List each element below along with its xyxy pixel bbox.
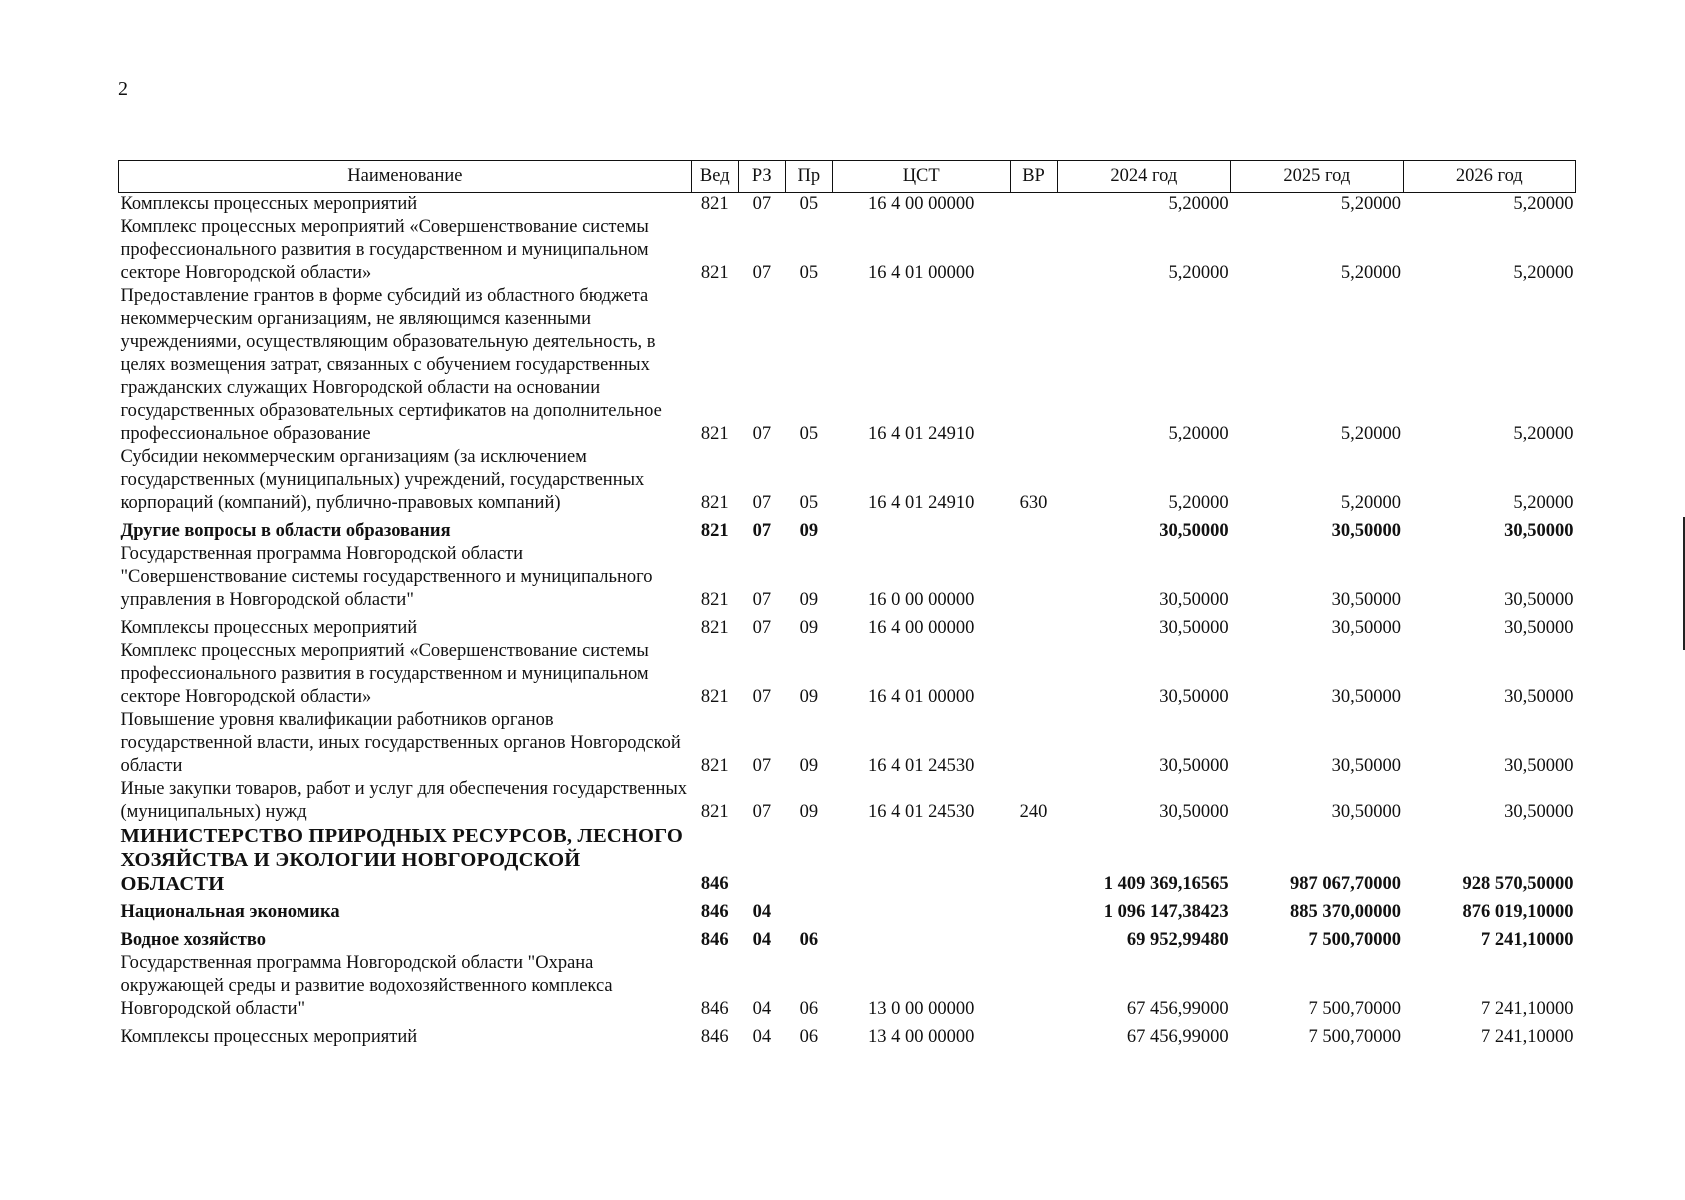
row-vr (1010, 824, 1057, 896)
row-rz: 04 (752, 930, 772, 950)
row-2026: 7 241,10000 (1481, 930, 1574, 950)
row-name: Комплекс процессных мероприятий «Совершенствование системы профессионального развития в государственном и муниципальном секторе Новгородской области» (120, 217, 649, 283)
row-2025: 987 067,70000 (1290, 874, 1402, 894)
row-rz: 07 (752, 802, 772, 822)
row-cst: 16 4 00 00000 (868, 194, 975, 214)
header-2026: 2026 год (1403, 161, 1575, 193)
row-ved: 821 (700, 590, 729, 610)
row-2025: 7 500,70000 (1308, 999, 1402, 1019)
row-pr: 09 (799, 687, 819, 707)
header-name: Наименование (119, 161, 692, 193)
row-cst: 13 0 00 00000 (868, 999, 975, 1019)
table-row (119, 778, 1576, 824)
row-pr: 05 (799, 194, 819, 214)
row-vr (1010, 515, 1057, 543)
table-row (119, 193, 1576, 217)
table-row (119, 896, 1576, 924)
page-number: 2 (118, 78, 128, 100)
row-pr: 09 (799, 618, 819, 638)
row-name: Повышение уровня квалификации работников органов государственной власти, иных государственных органов Новгородской области (120, 710, 681, 776)
row-rz: 07 (752, 590, 772, 610)
row-name: Иные закупки товаров, работ и услуг для обеспечения государственных (муниципальных) нужд (120, 779, 688, 822)
table-row (119, 612, 1576, 640)
table-row (119, 216, 1576, 285)
row-pr: 05 (799, 263, 819, 283)
row-2025: 7 500,70000 (1308, 1027, 1402, 1047)
row-2024: 5,20000 (1168, 263, 1229, 283)
row-2024: 69 952,99480 (1126, 930, 1229, 950)
row-ved: 821 (700, 756, 729, 776)
row-rz: 07 (752, 687, 772, 707)
row-pr: 06 (799, 930, 819, 950)
table-row (119, 640, 1576, 709)
row-vr (1010, 1021, 1057, 1049)
row-rz: 07 (752, 424, 772, 444)
row-rz: 07 (752, 194, 772, 214)
row-pr: 09 (799, 802, 819, 822)
table-row (119, 543, 1576, 612)
header-cst: ЦСТ (832, 161, 1010, 193)
row-2026: 5,20000 (1513, 263, 1574, 283)
row-2024: 30,50000 (1159, 521, 1229, 541)
row-2025: 30,50000 (1331, 756, 1402, 776)
row-2025: 30,50000 (1331, 521, 1402, 541)
table-row (119, 952, 1576, 1021)
header-pr: Пр (785, 161, 832, 193)
row-ved: 846 (700, 902, 729, 922)
table-row (119, 285, 1576, 446)
row-vr (1010, 543, 1057, 612)
row-name: Предоставление грантов в форме субсидий из областного бюджета некоммерческим организациям, не являющимся казенными учреждениями, осуществляющим образовательную деятельность, в целях возмещения затрат, связанных с обучением государственных гражданских служащих Новгородской области на основании государственных образовательных сертификатов на дополнительное профессиональное образование (120, 286, 662, 444)
row-2024: 5,20000 (1168, 493, 1229, 513)
row-cst: 16 0 00 00000 (868, 590, 975, 610)
row-ved: 821 (700, 263, 729, 283)
row-2025: 30,50000 (1331, 618, 1402, 638)
row-2025: 30,50000 (1331, 687, 1402, 707)
table-row (119, 924, 1576, 952)
row-vr (1010, 952, 1057, 1021)
table-row (119, 1021, 1576, 1049)
row-name: Государственная программа Новгородской области "Охрана окружающей среды и развитие водохозяйственного комплекса Новгородской области" (120, 953, 613, 1019)
row-ved: 846 (700, 1027, 729, 1047)
row-ved: 821 (700, 802, 729, 822)
row-cst (832, 896, 1010, 924)
row-2026: 876 019,10000 (1462, 902, 1574, 922)
header-vr: ВР (1010, 161, 1057, 193)
row-vr (1010, 216, 1057, 285)
row-vr (1010, 193, 1057, 217)
row-vr: 240 (1019, 802, 1048, 822)
row-2025: 5,20000 (1340, 194, 1402, 214)
row-cst: 16 4 01 24530 (868, 756, 975, 776)
row-vr: 630 (1019, 493, 1048, 513)
row-name: Государственная программа Новгородской области "Совершенствование системы государственного и муниципального управления в Новгородской области" (120, 544, 653, 610)
row-2026: 30,50000 (1504, 521, 1574, 541)
row-cst: 13 4 00 00000 (868, 1027, 975, 1047)
row-2025: 30,50000 (1331, 590, 1402, 610)
row-2025: 7 500,70000 (1308, 930, 1402, 950)
row-2026: 5,20000 (1513, 194, 1574, 214)
row-ved: 821 (700, 618, 729, 638)
row-ved: 846 (700, 999, 729, 1019)
header-rz: РЗ (738, 161, 785, 193)
row-2025: 5,20000 (1340, 424, 1402, 444)
table-row (119, 709, 1576, 778)
row-rz: 04 (752, 999, 772, 1019)
row-cst (832, 824, 1010, 896)
row-name: Комплекс процессных мероприятий «Совершенствование системы профессионального развития в государственном и муниципальном секторе Новгородской области» (120, 641, 649, 707)
row-2024: 30,50000 (1159, 687, 1229, 707)
row-cst: 16 4 01 24910 (868, 424, 975, 444)
row-2024: 5,20000 (1168, 424, 1229, 444)
header-2025: 2025 год (1231, 161, 1403, 193)
row-cst: 16 4 01 24910 (868, 493, 975, 513)
row-2026: 30,50000 (1504, 802, 1574, 822)
row-rz: 07 (752, 493, 772, 513)
row-name: МИНИСТЕРСТВО ПРИРОДНЫХ РЕСУРСОВ, ЛЕСНОГО ХОЗЯЙСТВА И ЭКОЛОГИИ НОВГОРОДСКОЙ ОБЛАСТИ (120, 825, 684, 895)
row-2024: 67 456,99000 (1126, 1027, 1229, 1047)
row-2026: 7 241,10000 (1481, 1027, 1574, 1047)
row-pr (785, 824, 832, 896)
row-2024: 30,50000 (1159, 756, 1229, 776)
row-pr (785, 896, 832, 924)
row-2024: 67 456,99000 (1126, 999, 1229, 1019)
row-rz: 07 (752, 756, 772, 776)
row-pr: 09 (799, 756, 819, 776)
row-name: Комплексы процессных мероприятий (120, 194, 418, 214)
table-row (119, 824, 1576, 896)
row-cst: 16 4 01 00000 (868, 263, 975, 283)
row-ved: 821 (700, 687, 729, 707)
row-vr (1010, 640, 1057, 709)
row-2026: 30,50000 (1504, 756, 1574, 776)
row-vr (1010, 612, 1057, 640)
header-ved: Вед (691, 161, 738, 193)
row-pr: 06 (799, 999, 819, 1019)
row-2024: 1 096 147,38423 (1103, 902, 1229, 922)
row-2025: 5,20000 (1340, 263, 1402, 283)
row-pr: 05 (799, 493, 819, 513)
row-pr: 09 (799, 521, 819, 541)
row-pr: 05 (799, 424, 819, 444)
row-vr (1010, 924, 1057, 952)
row-rz: 07 (752, 263, 772, 283)
row-ved: 846 (700, 930, 729, 950)
row-2026: 30,50000 (1504, 618, 1574, 638)
row-ved: 846 (700, 874, 729, 894)
header-2024: 2024 год (1057, 161, 1231, 193)
row-ved: 821 (700, 521, 729, 541)
row-vr (1010, 285, 1057, 446)
row-vr (1010, 709, 1057, 778)
row-pr: 06 (799, 1027, 819, 1047)
row-ved: 821 (700, 493, 729, 513)
row-cst: 16 4 01 24530 (868, 802, 975, 822)
row-2025: 5,20000 (1340, 493, 1402, 513)
row-2024: 1 409 369,16565 (1103, 874, 1229, 894)
row-cst (832, 515, 1010, 543)
row-2024: 30,50000 (1159, 802, 1229, 822)
row-2024: 30,50000 (1159, 590, 1229, 610)
row-cst: 16 4 01 00000 (868, 687, 975, 707)
row-2025: 885 370,00000 (1290, 902, 1402, 922)
row-2026: 928 570,50000 (1462, 874, 1574, 894)
row-name: Водное хозяйство (120, 930, 266, 950)
row-rz (738, 824, 785, 896)
row-2025: 30,50000 (1331, 802, 1402, 822)
row-rz: 07 (752, 618, 772, 638)
row-2026: 5,20000 (1513, 493, 1574, 513)
row-name: Другие вопросы в области образования (120, 521, 451, 541)
row-rz: 04 (752, 1027, 772, 1047)
row-name: Комплексы процессных мероприятий (120, 618, 418, 638)
row-name: Комплексы процессных мероприятий (120, 1027, 418, 1047)
row-ved: 821 (700, 194, 729, 214)
table-row (119, 446, 1576, 515)
row-pr: 09 (799, 590, 819, 610)
budget-table (118, 160, 1576, 1049)
row-name: Национальная экономика (120, 902, 340, 922)
table-row (119, 515, 1576, 543)
row-2024: 5,20000 (1168, 194, 1229, 214)
row-2026: 5,20000 (1513, 424, 1574, 444)
row-cst (832, 924, 1010, 952)
row-2024: 30,50000 (1159, 618, 1229, 638)
table-header-row (119, 161, 1576, 193)
row-2026: 30,50000 (1504, 590, 1574, 610)
row-name: Субсидии некоммерческим организациям (за исключением государственных (муниципальных) учреждений, государственных корпораций (компаний), публично-правовых компаний) (120, 447, 645, 513)
row-ved: 821 (700, 424, 729, 444)
row-cst: 16 4 00 00000 (868, 618, 975, 638)
row-rz: 07 (752, 521, 772, 541)
row-2026: 7 241,10000 (1481, 999, 1574, 1019)
row-rz: 04 (752, 902, 772, 922)
row-2026: 30,50000 (1504, 687, 1574, 707)
row-vr (1010, 896, 1057, 924)
